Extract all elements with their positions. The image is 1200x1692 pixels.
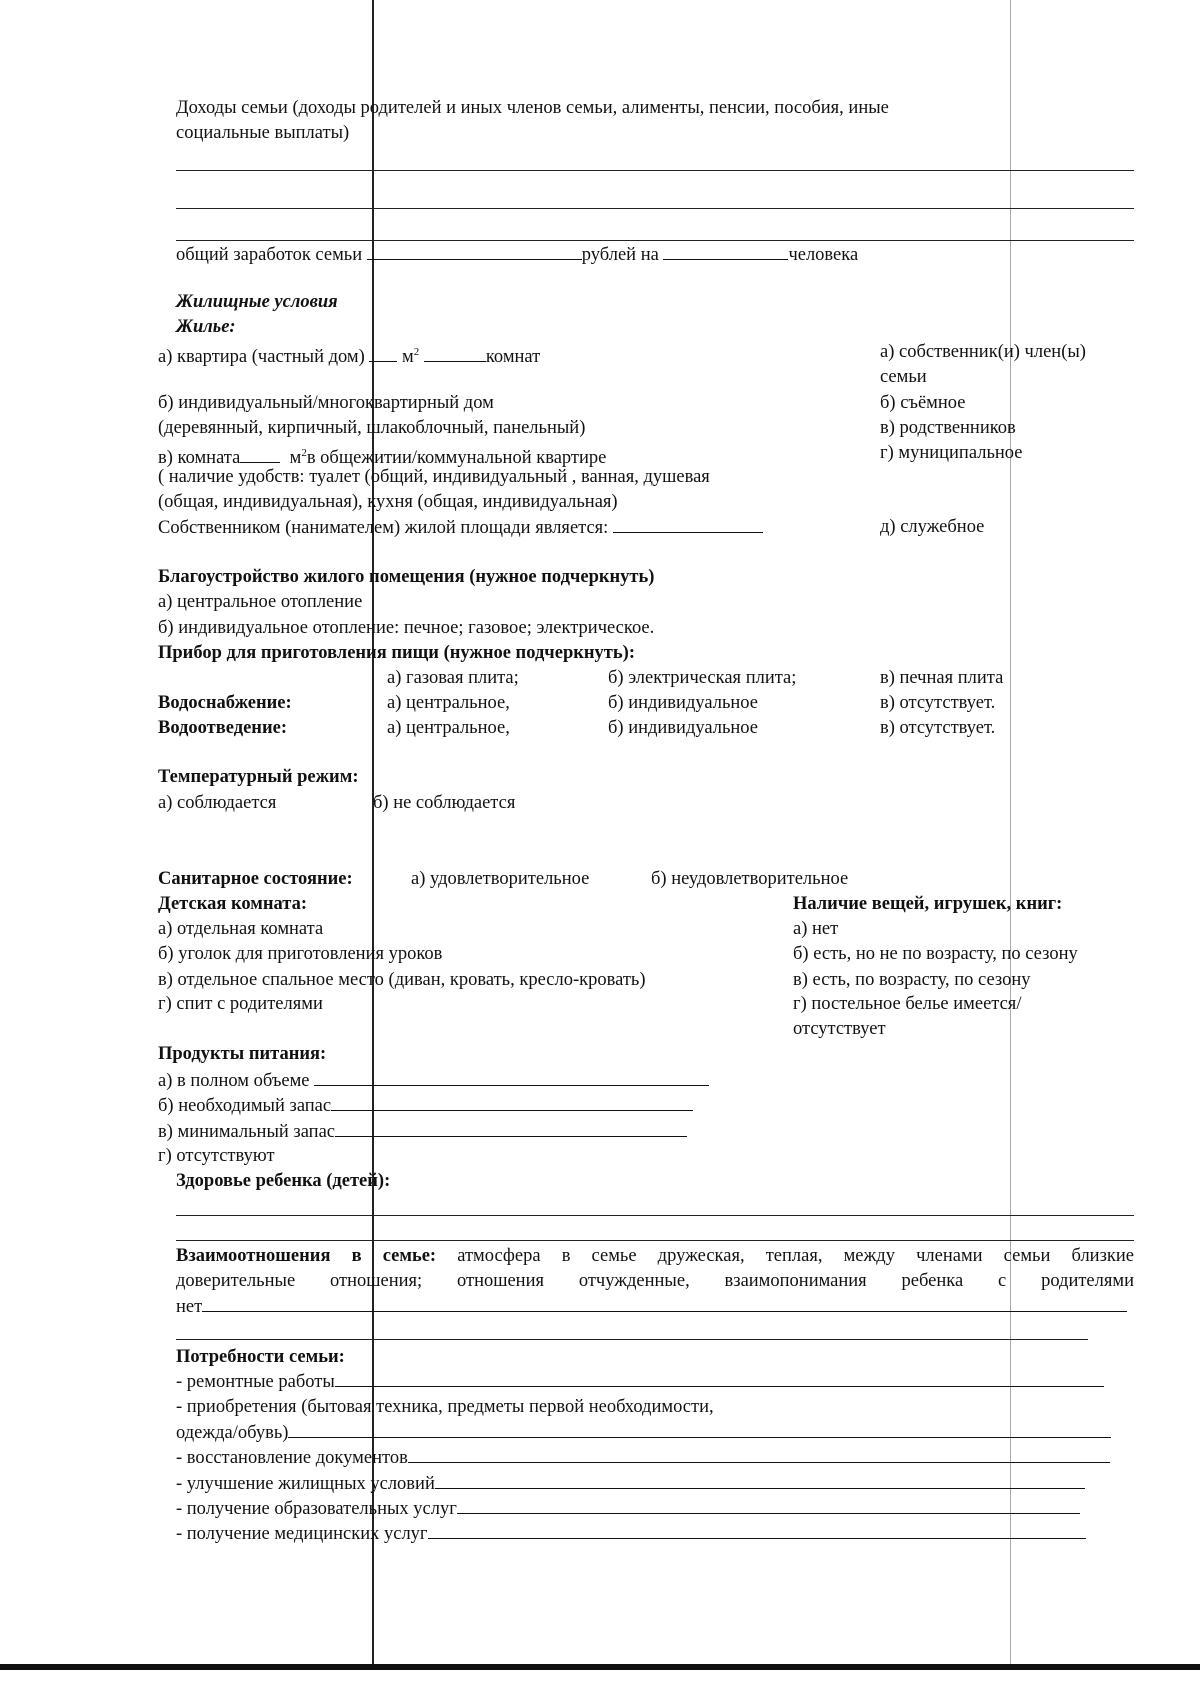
things-title: Наличие вещей, игрушек, книг: (793, 894, 1063, 914)
scan-bottom-edge (0, 1664, 1200, 1670)
relations-title: Взаимоотношения в семье: (176, 1246, 437, 1266)
needs-item (176, 1497, 1080, 1520)
label: человека (788, 245, 859, 265)
label: а) квартира (частный дом) (158, 347, 365, 368)
owner-row (158, 516, 763, 539)
drain-option: а) центральное, (387, 718, 510, 738)
health-title: Здоровье ребенка (детей): (176, 1171, 391, 1191)
food-field[interactable] (331, 1094, 693, 1111)
ownership-option: б) съёмное (880, 393, 966, 413)
food-option (158, 1120, 687, 1143)
things-option: б) есть, но не по возрасту, по сезону (793, 944, 1078, 964)
label: в общежитии/коммунальной квартире (306, 448, 607, 469)
comfort-title: Благоустройство жилого помещения (нужное подчеркнуть) (158, 567, 655, 587)
temp-option: б) не соблюдается (373, 793, 516, 813)
sanitary-option: а) удовлетворительное (411, 869, 590, 889)
sanitary-row (158, 868, 353, 890)
food-option: г) отсутствуют (158, 1146, 275, 1166)
sanitary-title: Санитарное состояние: (158, 869, 353, 889)
heating-a: а) центральное отопление (158, 592, 363, 612)
income-line1: Доходы семьи (доходы родителей и иных членов семьи, алименты, пенсии, пособия, иные (176, 98, 889, 118)
temp-option: а) соблюдается (158, 793, 277, 813)
needs-item (176, 1522, 1086, 1545)
kids-room-option: в) отдельное спальное место (диван, кровать, кресло-кровать) (158, 970, 646, 990)
label: в) комната (158, 448, 241, 469)
label: Собственником (нанимателем) жилой площади является: (158, 518, 609, 538)
needs-item: - приобретения (бытовая техника, предметы первой необходимости, (176, 1397, 714, 1417)
needs-item (176, 1370, 1104, 1393)
scan-artifact-line (1010, 0, 1011, 1668)
blank-line[interactable] (176, 1339, 1088, 1340)
blank-line[interactable] (176, 170, 1134, 171)
owner-field[interactable] (613, 516, 763, 533)
rooms-field[interactable] (424, 345, 486, 362)
label: комнат (485, 347, 541, 368)
needs-field[interactable] (435, 1472, 1085, 1489)
ownership-option: г) муниципальное (880, 443, 1023, 463)
income-total-row (176, 243, 858, 266)
needs-item (176, 1446, 1110, 1469)
water-title: Водоснабжение: (158, 693, 292, 713)
cooking-option: в) печная плита (880, 668, 1004, 688)
label: в) минимальный запас (158, 1122, 336, 1142)
amenities-2: (общая, индивидуальная), кухня (общая, индивидуальная) (158, 492, 618, 512)
needs-field[interactable] (428, 1522, 1086, 1539)
drain-option: б) индивидуальное (608, 718, 758, 738)
needs-field[interactable] (288, 1421, 1111, 1438)
ownership-option: а) собственник(и) член(ы) (880, 342, 1086, 362)
amenities-1: ( наличие удобств: туалет (общий, индивидуальный , ванная, душевая (158, 467, 710, 487)
housing-title: Жилищные условия (176, 292, 338, 312)
income-line2: социальные выплаты) (176, 123, 350, 143)
label: - получение медицинских услуг (176, 1524, 428, 1544)
ownership-option: в) родственников (880, 418, 1016, 438)
kids-room-option: б) уголок для приготовления уроков (158, 944, 443, 964)
water-option: б) индивидуальное (608, 693, 758, 713)
relations-text2: доверительные отношения; отношения отчужденные, взаимопонимания ребенка с родителями (176, 1271, 1134, 1291)
label: - ремонтные работы (176, 1372, 335, 1392)
food-field[interactable] (314, 1069, 709, 1086)
food-option (158, 1094, 693, 1117)
persons-field[interactable] (663, 243, 788, 260)
ownership-option: семьи (880, 367, 927, 387)
kids-room-option: г) спит с родителями (158, 994, 323, 1014)
blank-line[interactable] (176, 240, 1134, 241)
label: м (402, 347, 414, 368)
relations-text3 (176, 1295, 1127, 1318)
room-area-field[interactable] (240, 446, 280, 463)
relations-text1 (176, 1244, 1134, 1269)
relations-field[interactable] (202, 1295, 1127, 1312)
blank-line[interactable] (176, 1215, 1134, 1216)
needs-field[interactable] (335, 1370, 1104, 1387)
label: - получение образовательных услуг (176, 1499, 457, 1519)
label: 2 (413, 346, 420, 358)
food-option (158, 1069, 709, 1092)
needs-title: Потребности семьи: (176, 1347, 345, 1367)
ownership-option: д) служебное (880, 517, 985, 537)
water-option: а) центральное, (387, 693, 510, 713)
needs-field[interactable] (408, 1446, 1110, 1463)
needs-item (176, 1421, 1111, 1444)
cooking-title: Прибор для приготовления пищи (нужное подчеркнуть): (158, 643, 635, 663)
kids-room-title: Детская комната: (158, 894, 308, 914)
water-option: в) отсутствует. (880, 693, 996, 713)
drain-title: Водоотведение: (158, 718, 287, 738)
sanitary-option: б) неудовлетворительное (651, 869, 849, 889)
label: а) в полном объеме (158, 1071, 310, 1091)
cooking-option: а) газовая плита; (387, 668, 519, 688)
heating-b: б) индивидуальное отопление: печное; газовое; электрическое. (158, 618, 655, 638)
temp-title: Температурный режим: (158, 767, 359, 787)
label: атмосфера в семье дружеская, теплая, между членами семьи близкие (457, 1246, 1134, 1266)
food-title: Продукты питания: (158, 1044, 327, 1064)
housing-subtitle: Жилье: (176, 317, 236, 337)
blank-line[interactable] (176, 208, 1134, 209)
housing-b: б) индивидуальный/многоквартирный дом (158, 393, 494, 413)
label: нет (176, 1297, 203, 1317)
food-field[interactable] (335, 1120, 687, 1137)
things-option: г) постельное белье имеется/ (793, 994, 1022, 1014)
label: м (289, 448, 302, 469)
housing-b2: (деревянный, кирпичный, шлакоблочный, панельный) (158, 418, 586, 438)
things-option: в) есть, по возрасту, по сезону (793, 970, 1031, 990)
label: - улучшение жилищных условий (176, 1474, 435, 1494)
label: одежда/обувь) (176, 1423, 289, 1443)
blank-line[interactable] (176, 1240, 1134, 1241)
label: рублей на (581, 245, 659, 265)
drain-option: в) отсутствует. (880, 718, 996, 738)
needs-field[interactable] (457, 1497, 1080, 1514)
total-income-field[interactable] (367, 243, 582, 260)
label: 2 (301, 447, 307, 459)
cooking-option: б) электрическая плита; (608, 668, 797, 688)
things-option: отсутствует (793, 1019, 886, 1039)
area-field[interactable] (369, 345, 397, 362)
label: б) необходимый запас (158, 1096, 332, 1116)
label: - восстановление документов (176, 1448, 408, 1468)
needs-item (176, 1472, 1085, 1495)
kids-room-option: а) отдельная комната (158, 919, 324, 939)
things-option: а) нет (793, 919, 839, 939)
label: общий заработок семьи (176, 245, 363, 265)
housing-a (158, 341, 540, 368)
